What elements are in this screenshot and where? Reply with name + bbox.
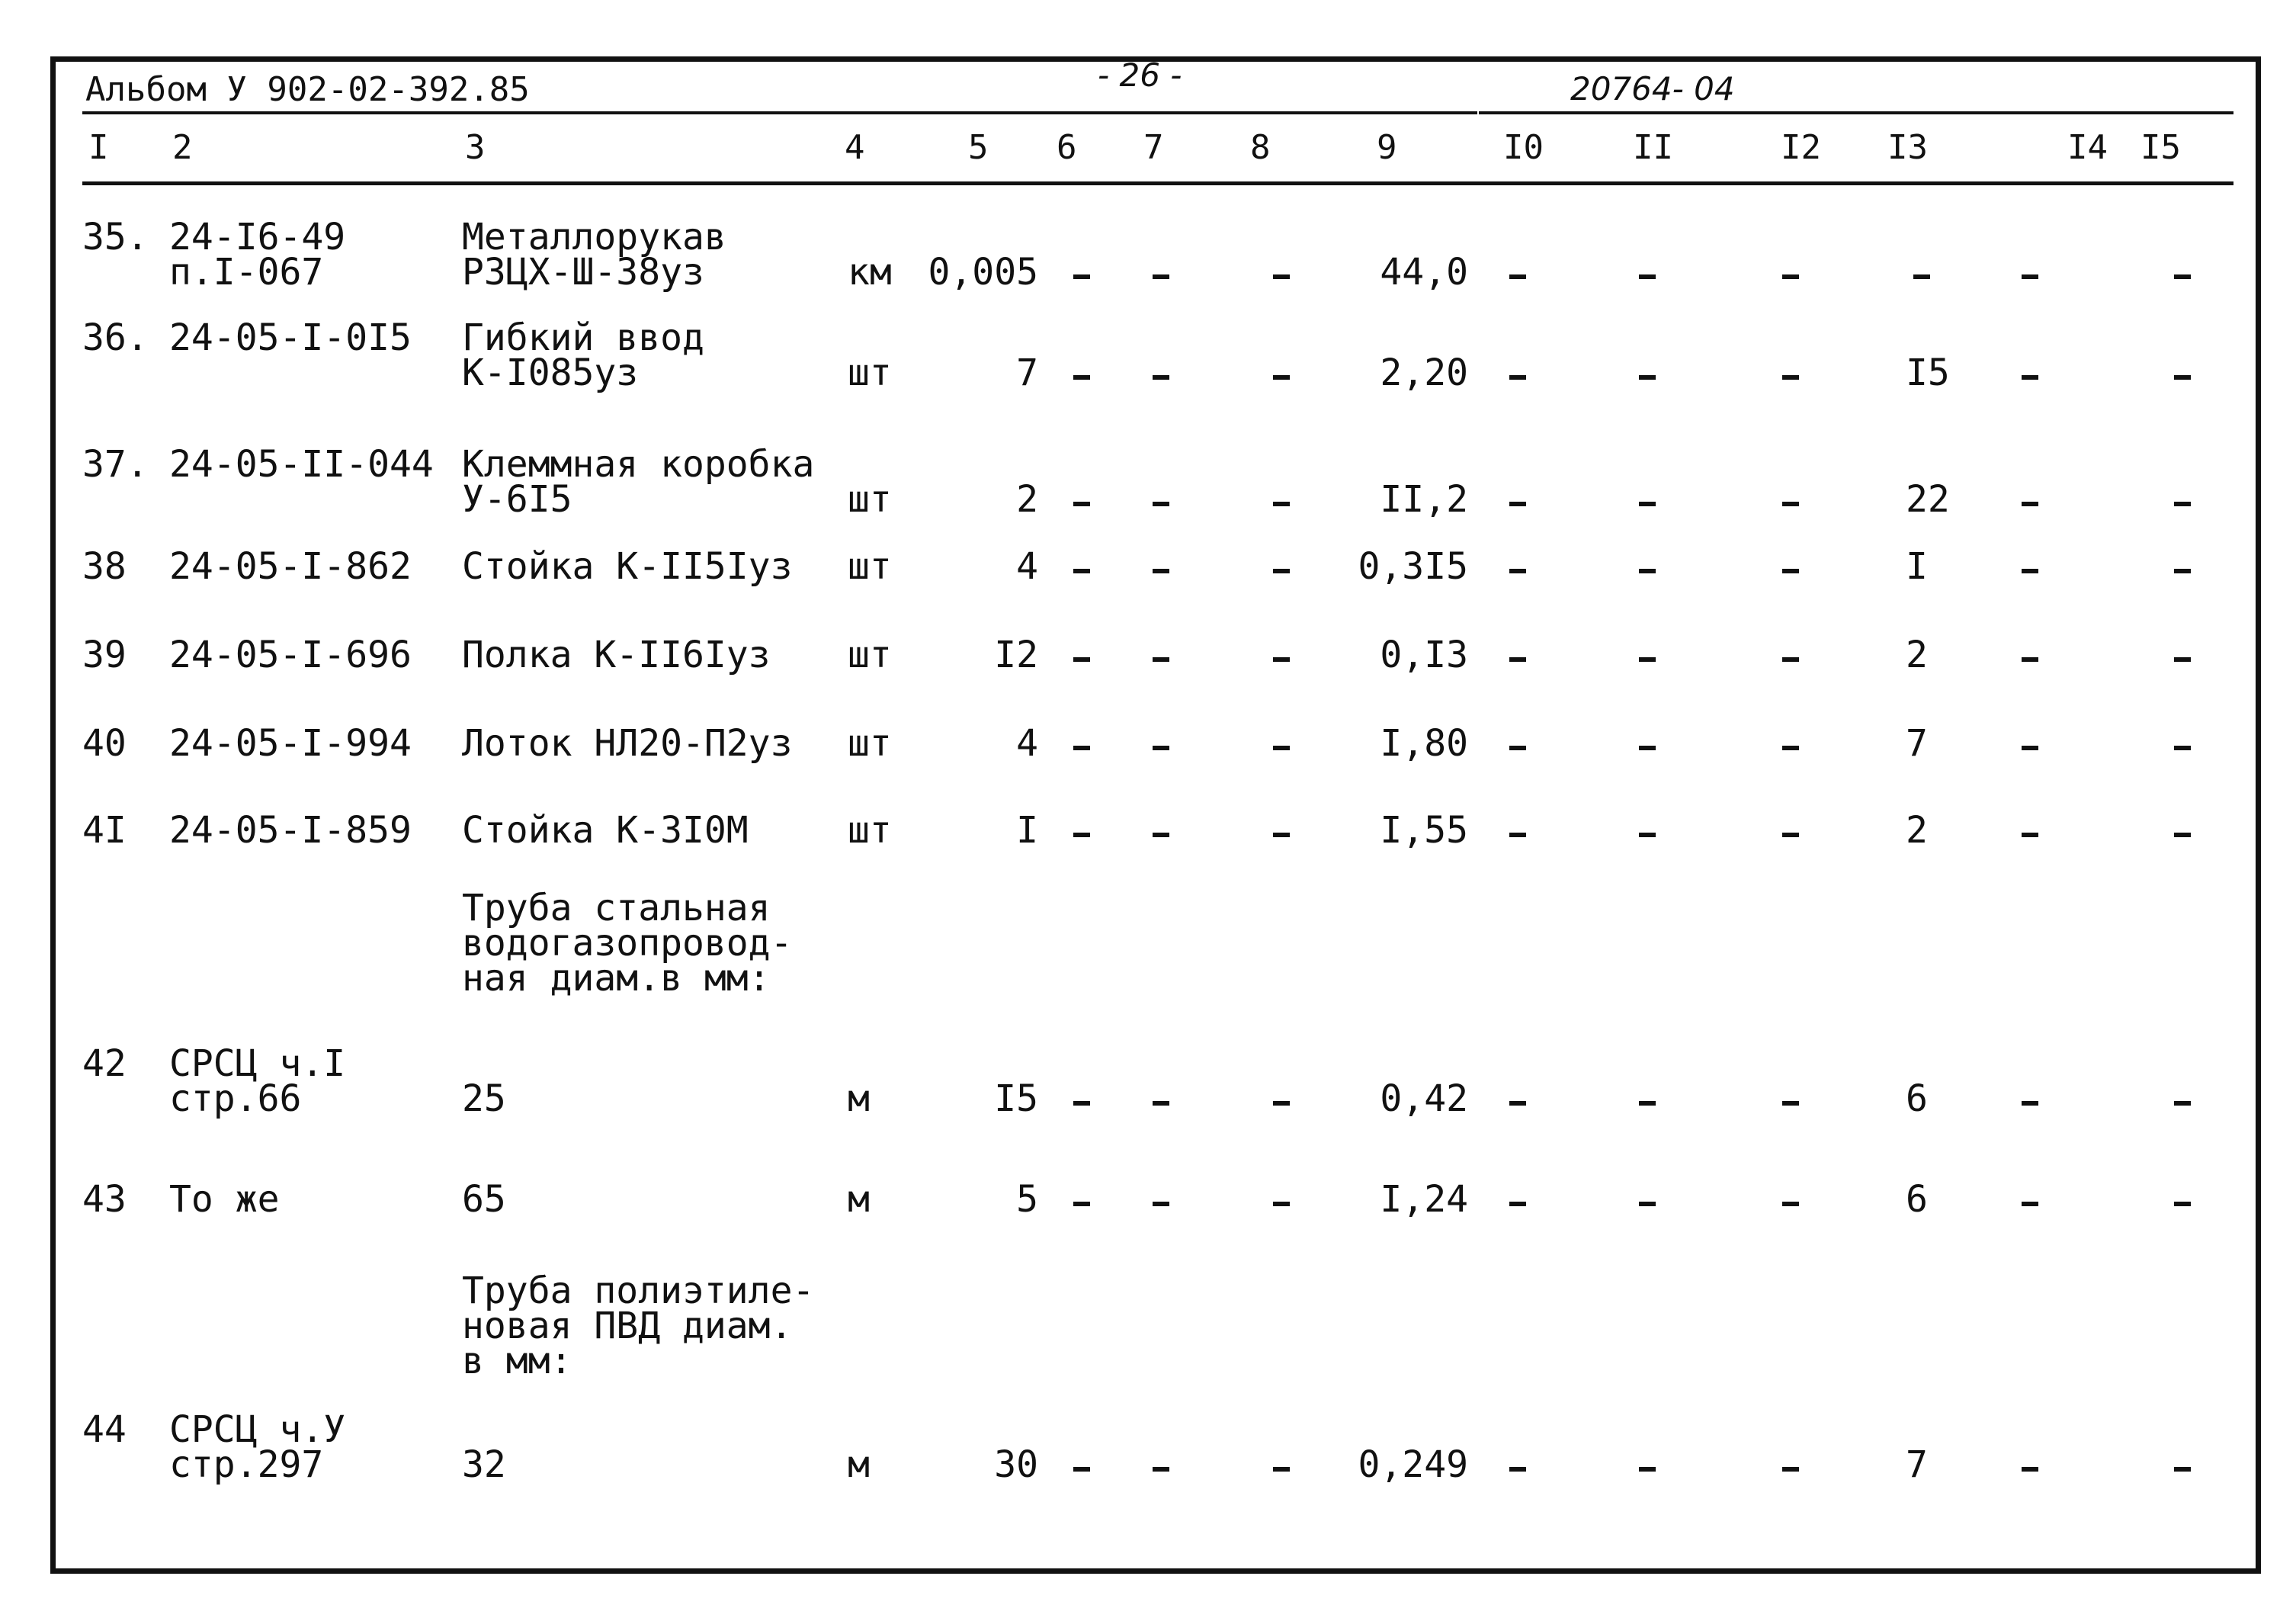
empty-cell-dash xyxy=(1509,746,1526,750)
empty-cell-dash xyxy=(1273,1101,1290,1106)
row-unit: шт xyxy=(848,478,892,521)
empty-cell-dash xyxy=(1073,502,1090,506)
empty-cell-dash xyxy=(1782,1101,1799,1106)
row-col13: 22 xyxy=(1906,478,1950,521)
section-heading: Труба стальная водогазопровод- ная диам.в мм: xyxy=(462,887,793,1000)
empty-cell-dash xyxy=(1639,569,1656,573)
empty-cell-dash xyxy=(1639,274,1656,279)
empty-cell-dash xyxy=(2174,375,2191,380)
col-num-4: 4 xyxy=(845,128,865,167)
col-num-13: I3 xyxy=(1887,128,1928,167)
row-code: 24-05-I-994 xyxy=(169,722,412,765)
row-quantity: 2 xyxy=(1016,478,1038,521)
row-name: Металлорукав РЗЦХ-Ш-38уз xyxy=(462,216,726,294)
row-unit: шт xyxy=(848,545,892,588)
row-value: 2,20 xyxy=(1380,351,1468,394)
empty-cell-dash xyxy=(1073,1202,1090,1206)
empty-cell-dash xyxy=(1273,502,1290,506)
header-rule-left xyxy=(82,111,1477,114)
empty-cell-dash xyxy=(1639,1467,1656,1472)
row-unit: шт xyxy=(848,722,892,765)
empty-cell-dash xyxy=(1073,569,1090,573)
row-name: Лоток НЛ20-П2уз xyxy=(462,722,793,765)
empty-cell-dash xyxy=(2022,657,2038,662)
row-code: 24-05-I-862 xyxy=(169,545,412,588)
empty-cell-dash xyxy=(1273,746,1290,750)
row-value: 44,0 xyxy=(1380,251,1468,294)
row-value: 0,42 xyxy=(1380,1077,1468,1120)
row-name: Стойка К-3I0М xyxy=(462,809,749,852)
col-num-7: 7 xyxy=(1143,128,1164,167)
empty-cell-dash xyxy=(1073,274,1090,279)
col-num-3: 3 xyxy=(465,128,486,167)
empty-cell-dash xyxy=(1153,1202,1169,1206)
empty-cell-dash xyxy=(1073,375,1090,380)
row-number: 39 xyxy=(82,634,127,676)
col-num-10: I0 xyxy=(1503,128,1544,167)
row-name: Стойка К-II5Iуз xyxy=(462,545,793,588)
col-num-11: II xyxy=(1633,128,1673,167)
row-col13: I xyxy=(1906,545,1928,588)
empty-cell-dash xyxy=(1639,833,1656,837)
row-code: 24-05-I-0I5 xyxy=(169,316,412,359)
empty-cell-dash xyxy=(1509,274,1526,279)
empty-cell-dash xyxy=(1782,274,1799,279)
header-rule-right xyxy=(1479,111,2233,114)
empty-cell-dash xyxy=(2022,1202,2038,1206)
row-quantity: 5 xyxy=(1016,1178,1038,1221)
row-quantity: I5 xyxy=(994,1077,1038,1120)
empty-cell-dash xyxy=(2022,833,2038,837)
row-number: 40 xyxy=(82,722,127,765)
empty-cell-dash xyxy=(1782,1467,1799,1472)
row-quantity: 0,005 xyxy=(928,251,1038,294)
row-col13: 2 xyxy=(1906,809,1928,852)
empty-cell-dash xyxy=(1639,657,1656,662)
row-value: I,80 xyxy=(1380,722,1468,765)
page-number: - 26 - xyxy=(1098,56,1182,94)
empty-cell-dash xyxy=(2022,274,2038,279)
row-code: 24-I6-49 п.I-067 xyxy=(169,216,346,294)
row-quantity: I xyxy=(1016,809,1038,852)
empty-cell-dash xyxy=(1273,1467,1290,1472)
row-value: 0,3I5 xyxy=(1358,545,1468,588)
empty-cell-dash xyxy=(2174,1202,2191,1206)
empty-cell-dash xyxy=(2022,746,2038,750)
row-col13: 6 xyxy=(1906,1178,1928,1221)
row-code: 24-05-I-696 xyxy=(169,634,412,676)
row-unit: м xyxy=(848,1443,870,1486)
empty-cell-dash xyxy=(1782,746,1799,750)
empty-cell-dash xyxy=(2174,502,2191,506)
empty-cell-dash xyxy=(1509,1202,1526,1206)
empty-cell-dash xyxy=(1509,375,1526,380)
empty-cell-dash xyxy=(1273,657,1290,662)
col-num-2: 2 xyxy=(172,128,193,167)
empty-cell-dash xyxy=(1273,569,1290,573)
empty-cell-dash xyxy=(1782,1202,1799,1206)
empty-cell-dash xyxy=(1639,502,1656,506)
row-value: I,24 xyxy=(1380,1178,1468,1221)
row-unit: шт xyxy=(848,634,892,676)
empty-cell-dash xyxy=(1509,1467,1526,1472)
row-name: Клеммная коробка У-6I5 xyxy=(462,443,815,521)
empty-cell-dash xyxy=(1073,833,1090,837)
empty-cell-dash xyxy=(1153,502,1169,506)
empty-cell-dash xyxy=(1073,1101,1090,1106)
col-num-1: I xyxy=(88,128,109,167)
empty-cell-dash xyxy=(1153,375,1169,380)
empty-cell-dash xyxy=(2022,375,2038,380)
empty-cell-dash xyxy=(1153,833,1169,837)
empty-cell-dash xyxy=(1639,746,1656,750)
empty-cell-dash xyxy=(1782,375,1799,380)
row-unit: шт xyxy=(848,351,892,394)
row-number: 43 xyxy=(82,1178,127,1221)
empty-cell-dash xyxy=(2174,833,2191,837)
empty-cell-dash xyxy=(1509,502,1526,506)
row-value: I,55 xyxy=(1380,809,1468,852)
row-number: 38 xyxy=(82,545,127,588)
empty-cell-dash xyxy=(1073,746,1090,750)
col-num-6: 6 xyxy=(1057,128,1077,167)
row-unit: м xyxy=(848,1077,870,1120)
empty-cell-dash xyxy=(1509,1101,1526,1106)
row-code: 24-05-I-859 xyxy=(169,809,412,852)
empty-cell-dash xyxy=(1782,502,1799,506)
empty-cell-dash xyxy=(2022,502,2038,506)
empty-cell-dash xyxy=(2022,1101,2038,1106)
row-number: 44 xyxy=(82,1408,127,1451)
empty-cell-dash xyxy=(1639,375,1656,380)
empty-cell-dash xyxy=(1639,1101,1656,1106)
empty-cell-dash xyxy=(1509,569,1526,573)
row-quantity: I2 xyxy=(994,634,1038,676)
section-heading: Труба полиэтиле- новая ПВД диам. в мм: xyxy=(462,1270,815,1382)
row-col13: 7 xyxy=(1906,722,1928,765)
empty-cell-dash xyxy=(1273,833,1290,837)
row-unit: км xyxy=(848,251,892,294)
empty-cell-dash xyxy=(1509,833,1526,837)
row-name: 32 xyxy=(462,1443,506,1486)
row-unit: м xyxy=(848,1178,870,1221)
col-num-12: I2 xyxy=(1781,128,1821,167)
row-number: 4I xyxy=(82,809,127,852)
album-title: Альбом У 902-02-392.85 xyxy=(85,70,530,109)
row-col13: 2 xyxy=(1906,634,1928,676)
row-number: 35. xyxy=(82,216,149,258)
row-number: 37. xyxy=(82,443,149,486)
col-num-9: 9 xyxy=(1377,128,1397,167)
row-col13: I5 xyxy=(1906,351,1950,394)
empty-cell-dash xyxy=(1153,1101,1169,1106)
handwritten-code: 20764- 04 xyxy=(1570,70,1735,108)
row-code: 24-05-II-044 xyxy=(169,443,434,486)
empty-cell-dash xyxy=(2022,1467,2038,1472)
empty-cell-dash xyxy=(1153,746,1169,750)
empty-cell-dash xyxy=(1073,1467,1090,1472)
empty-cell-dash xyxy=(2174,1101,2191,1106)
row-name: Гибкий ввод К-I085уз xyxy=(462,316,704,394)
empty-cell-dash xyxy=(2174,569,2191,573)
row-value: 0,249 xyxy=(1358,1443,1468,1486)
row-code: СРСЦ ч.У стр.297 xyxy=(169,1408,346,1486)
row-col13: 7 xyxy=(1906,1443,1928,1486)
row-quantity: 7 xyxy=(1016,351,1038,394)
empty-cell-dash xyxy=(2174,746,2191,750)
empty-cell-dash xyxy=(1153,1467,1169,1472)
row-number: 42 xyxy=(82,1042,127,1085)
row-quantity: 4 xyxy=(1016,545,1038,588)
empty-cell-dash xyxy=(1273,274,1290,279)
row-col13: 6 xyxy=(1906,1077,1928,1120)
empty-cell-dash xyxy=(2022,569,2038,573)
empty-cell-dash xyxy=(1273,1202,1290,1206)
col-num-5: 5 xyxy=(968,128,989,167)
empty-cell-dash xyxy=(1782,833,1799,837)
col-num-8: 8 xyxy=(1250,128,1271,167)
empty-cell-dash xyxy=(1073,657,1090,662)
empty-cell-dash xyxy=(2174,657,2191,662)
col-num-15: I5 xyxy=(2140,128,2181,167)
empty-cell-dash xyxy=(1639,1202,1656,1206)
empty-cell-dash xyxy=(1913,274,1930,279)
row-name: 25 xyxy=(462,1077,506,1120)
empty-cell-dash xyxy=(1153,569,1169,573)
row-code: То же xyxy=(169,1178,280,1221)
row-number: 36. xyxy=(82,316,149,359)
empty-cell-dash xyxy=(2174,274,2191,279)
row-quantity: 4 xyxy=(1016,722,1038,765)
row-unit: шт xyxy=(848,809,892,852)
row-name: Полка К-II6Iуз xyxy=(462,634,771,676)
row-value: II,2 xyxy=(1380,478,1468,521)
row-quantity: 30 xyxy=(994,1443,1038,1486)
empty-cell-dash xyxy=(1509,657,1526,662)
empty-cell-dash xyxy=(1782,569,1799,573)
empty-cell-dash xyxy=(1782,657,1799,662)
empty-cell-dash xyxy=(1153,274,1169,279)
row-code: СРСЦ ч.I стр.66 xyxy=(169,1042,346,1120)
empty-cell-dash xyxy=(1273,375,1290,380)
column-header-rule xyxy=(82,181,2233,185)
empty-cell-dash xyxy=(1153,657,1169,662)
row-name: 65 xyxy=(462,1178,506,1221)
empty-cell-dash xyxy=(2174,1467,2191,1472)
row-value: 0,I3 xyxy=(1380,634,1468,676)
col-num-14: I4 xyxy=(2067,128,2108,167)
